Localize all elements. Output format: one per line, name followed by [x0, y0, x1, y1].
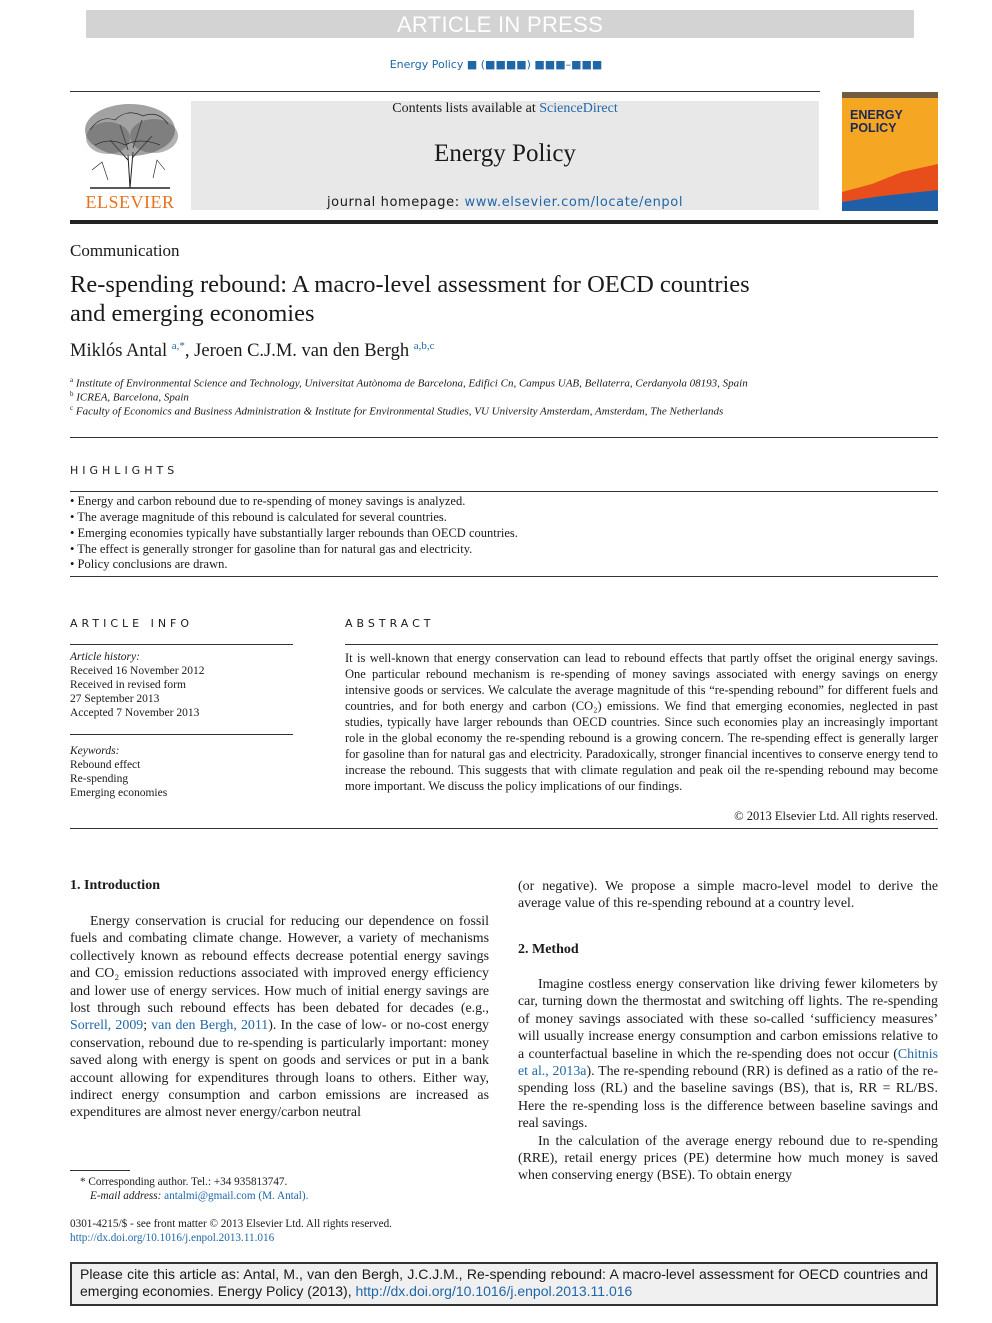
history-label: Article history: — [70, 651, 140, 663]
author-name[interactable]: Miklós Antal — [70, 341, 168, 361]
citation-text — [80, 1266, 928, 1300]
divider — [345, 644, 938, 645]
footnote-rule — [70, 1170, 130, 1171]
masthead-bottom-rule — [70, 220, 938, 224]
article-history — [70, 650, 204, 720]
publisher-wordmark: ELSEVIER — [85, 192, 175, 212]
email-label: E-mail address: — [90, 1190, 165, 1202]
homepage-prefix: journal homepage: — [326, 195, 465, 210]
cover-title-line2: POLICY — [850, 121, 897, 135]
paragraph-text: In the calculation of the average energy rebound due to re-spending (RRE), retail energy prices (PE) determine how much money is saved when conserving energy (BSE). To obtain energy — [518, 1133, 938, 1184]
paragraph-text: ). In the case of low- or no-cost energy conservation, rebound due to re-spending is particularly important: money saved along with energy is spent on goods and services or put in a bank account allowing for expenditures through loans to others. Either way, indirect energy consumption and carbon emissions are increased as expenditures are almost never energy/carbon neutral — [70, 1018, 489, 1121]
running-head: Energy Policy ■ (■■■■) ■■■–■■■ — [389, 58, 603, 71]
affiliation-text: Institute of Environmental Science and Technology, Universitat Autònoma de Barcelona, Edifici Cn, Campus UAB, Bellaterra, Cerdanyola 08193, Spain — [75, 377, 748, 390]
keywords — [70, 744, 167, 800]
paragraph-text: Imagine costless energy conservation like driving fewer kilometers by car, turning down the thermostat and switching off lights. The re-spending of money savings associated with these so-called ‘sufficiency measures’ will usually increase energy consumption and carbon emissions relative to a counterfactual baseline in which the re-spending does not occur ( — [518, 977, 938, 1062]
abstract-copyright: © 2013 Elsevier Ltd. All rights reserved. — [734, 809, 938, 823]
contents-prefix: Contents lists available at — [392, 101, 540, 116]
sciencedirect-link[interactable]: ScienceDirect — [539, 101, 618, 116]
cover-title-line1: ENERGY — [850, 108, 903, 122]
affiliation-mark: b — [70, 390, 74, 398]
keyword: Re-spending — [70, 773, 129, 785]
divider — [70, 491, 938, 492]
reference-link[interactable]: Sorrell, 2009 — [70, 1018, 144, 1034]
title-line-2: and emerging economies — [70, 300, 315, 327]
intro-paragraph-continued: (or negative). We propose a simple macro-level model to derive the average value of this re-spending rebound at a country level. — [518, 879, 938, 912]
divider — [70, 576, 938, 577]
section-heading-introduction: 1. Introduction — [70, 878, 160, 893]
journal-cover-thumbnail — [842, 92, 938, 211]
author-affiliation-mark[interactable]: a,b,c — [413, 340, 435, 352]
title-line-1: Re-spending rebound: A macro-level assessment for OECD countries — [70, 271, 750, 298]
corresponding-author-note: * Corresponding author. Tel.: +34 935813747. — [80, 1176, 288, 1188]
keywords-label: Keywords: — [70, 745, 120, 757]
abstract-heading: ABSTRACT — [345, 617, 435, 630]
email-link[interactable]: antalmi@gmail.com (M. Antal). — [164, 1190, 309, 1202]
author-affiliation-mark[interactable]: a,* — [171, 340, 185, 352]
doi-line — [70, 1231, 274, 1245]
elsevier-tree-logo — [70, 100, 190, 192]
highlight-item: • Policy conclusions are drawn. — [70, 557, 228, 571]
highlight-item: • The effect is generally stronger for gasoline than for natural gas and electricity. — [70, 542, 473, 556]
cover-graphic — [842, 92, 938, 211]
history-line: Accepted 7 November 2013 — [70, 707, 200, 719]
affiliation-mark: c — [70, 404, 74, 412]
keyword: Rebound effect — [70, 759, 141, 771]
reference-separator: ; — [143, 1018, 152, 1034]
article-type: Communication — [70, 241, 180, 260]
history-line: Received in revised form — [70, 679, 186, 691]
intro-paragraph — [70, 913, 489, 1122]
divider — [70, 644, 293, 645]
contents-line — [191, 101, 819, 117]
author-name[interactable]: Jeroen C.J.M. van den Bergh — [194, 341, 410, 361]
abstract-text: It is well-known that energy conservation can lead to rebound effects that partly offset the original energy savings. One particular rebound mechanism is re-spending of money savings associated with energy savings on energy intensive goods or services. We calculate the average magnitude of this “re-spending rebound” for different fuels and countries, and for both energy and carbon (CO₂) emissions. We find that emerging economies, neglected in past studies, typically have larger rebounds than OECD countries. Since such economies play an increasingly important role in the global economy the re-spending rebound is a growing concern. The re-spending effect is generally larger for gasoline than for natural gas and electricity. Paradoxically, stronger financial incentives to conserve energy tend to increase the rebound. This suggests that with climate regulation and peak oil the re-spending rebound may become more important. We discuss the policy implications of our findings. — [345, 651, 938, 793]
divider — [70, 828, 938, 829]
history-line: Received 16 November 2012 — [70, 665, 205, 677]
author-list — [70, 341, 435, 362]
citation-body: Please cite this article as: Antal, M., van den Bergh, J.C.J.M., Re-spending rebound: A macro-level assessment for OECD countries and emerging economies. Energy Policy (2013), — [80, 1266, 928, 1299]
article-in-press-banner: ARTICLE IN PRESS — [86, 10, 914, 38]
email-note — [90, 1189, 308, 1203]
divider — [70, 437, 938, 438]
citation-doi-link[interactable]: http://dx.doi.org/10.1016/j.enpol.2013.11.016 — [355, 1283, 633, 1299]
masthead-top-rule — [70, 91, 820, 92]
divider — [70, 734, 293, 735]
highlight-item: • Emerging economies typically have substantially larger rebounds than OECD countries. — [70, 526, 518, 540]
issn-line: 0301-4215/$ - see front matter © 2013 Elsevier Ltd. All rights reserved. — [70, 1218, 392, 1230]
article-title — [70, 270, 870, 328]
author-separator: , — [184, 341, 195, 361]
highlights-heading: HIGHLIGHTS — [70, 464, 179, 477]
affiliation-text: ICREA, Barcelona, Spain — [76, 391, 189, 404]
affiliation — [70, 401, 930, 419]
journal-title: Energy Policy — [434, 140, 576, 167]
history-line: 27 September 2013 — [70, 693, 160, 705]
method-paragraphs — [518, 976, 938, 1185]
affiliation-mark: a — [70, 376, 74, 384]
highlight-item: • Energy and carbon rebound due to re-spending of money savings is analyzed. — [70, 494, 466, 508]
doi-link[interactable]: http://dx.doi.org/10.1016/j.enpol.2013.11.016 — [70, 1232, 275, 1244]
article-info-heading: ARTICLE INFO — [70, 617, 194, 630]
reference-link[interactable]: van den Bergh, 2011 — [151, 1018, 269, 1034]
journal-homepage — [191, 195, 819, 210]
highlight-item: • The average magnitude of this rebound is calculated for several countries. — [70, 510, 447, 524]
paragraph-text: ). The re-spending rebound (RR) is defined as a ratio of the re-spending loss (RL) and the baseline savings (BS), that is, RR = RL/BS. Here the re-spending loss is the difference between baseline savings and real savings. — [518, 1064, 938, 1132]
keyword: Emerging economies — [70, 787, 168, 799]
section-heading-method: 2. Method — [518, 942, 579, 957]
affiliation-text: Faculty of Economics and Business Administration & Institute for Environmental Studies, VU University Amsterdam, Amsterdam, The Netherlands — [75, 405, 724, 418]
homepage-link[interactable]: www.elsevier.com/locate/enpol — [464, 195, 684, 210]
paragraph-text: Energy conservation is crucial for reducing our dependence on fossil fuels and combating climate change. However, a variety of mechanisms collectively known as rebound effects decrease potential energy savings and CO₂ emission reductions associated with improved energy efficiency and lower use of energy services. How much of initial energy savings are lost through such rebound effects has been debated for decades (e.g., — [70, 914, 489, 1017]
reference-link[interactable]: Chitnis et al., 2013a — [518, 1046, 938, 1080]
